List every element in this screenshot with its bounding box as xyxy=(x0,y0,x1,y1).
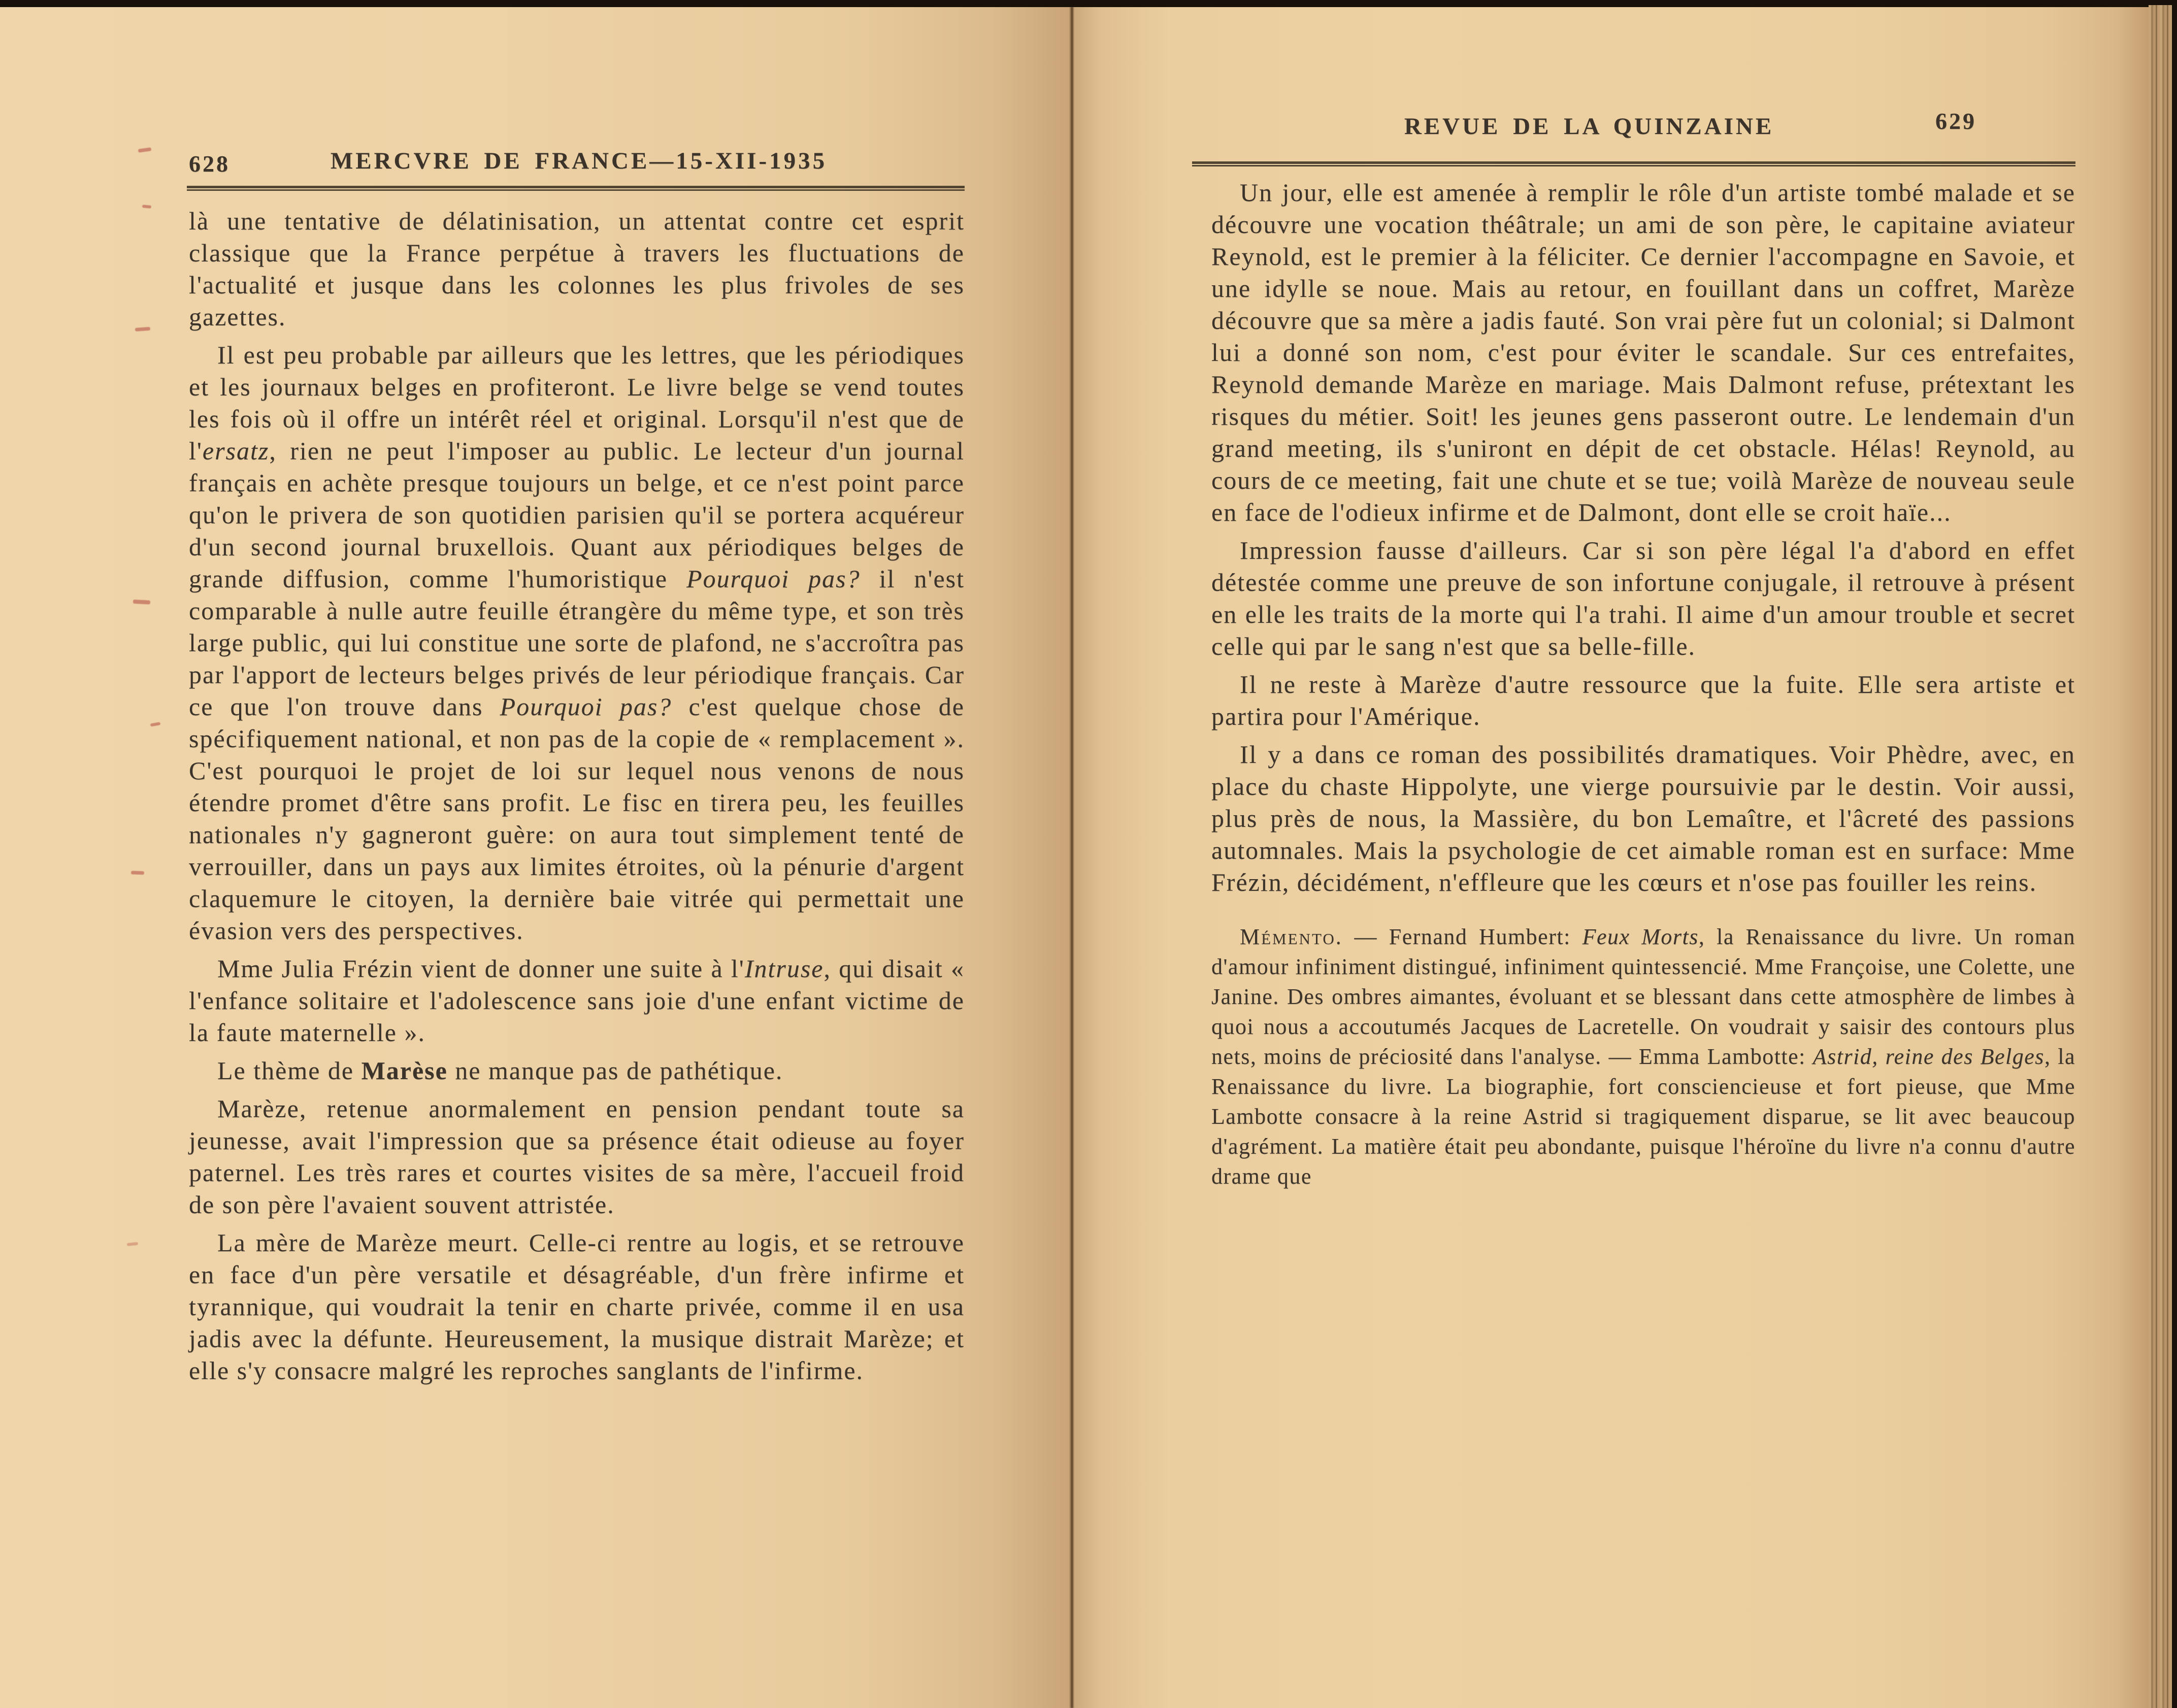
red-margin-mark xyxy=(131,871,144,875)
text-segment: Intruse xyxy=(744,954,824,983)
gutter-shadow xyxy=(1069,7,1074,1708)
paragraph xyxy=(1211,177,2075,528)
text-segment: Il est peu probable par ailleurs que les lettres, que les périodiques et les journaux belges en profiteront. Le livre belge se vend toutes les fois où il offre un intérêt réel et original. Lorsqu'il n'est que de l' xyxy=(189,341,965,465)
page-number-right: 629 xyxy=(1935,108,1976,134)
text-segment: , rien ne peut l'imposer au public. Le lecteur d'un journal français en achète presque toujours un belge, et ce n'est point parce qu'on le privera de son quotidien parisien qu'il se portera acquéreur d'un second journal bruxellois. Quant aux périodiques belges de grande diffusion, comme l'humoristique xyxy=(189,437,965,593)
text-segment: , qui disait « l'enfance solitaire et l'adolescence sans joie d'une enfant victime de la faute maternelle ». xyxy=(189,954,965,1047)
text-segment: Feux Morts xyxy=(1582,924,1699,949)
paragraph xyxy=(1211,668,2075,732)
text-segment: Mémento. xyxy=(1240,924,1343,949)
text-segment: , la Renaissance du livre. La biographie, fort consciencieuse et fort pieuse, que Mme Lambotte consacre à la reine Astrid si tragiquement disparue, se lit avec beaucoup d'agrément. La matière était peu abondante, puisque l'héroïne du livre n'a connu d'autre drame que xyxy=(1211,1044,2075,1189)
text-segment: Pourquoi pas? xyxy=(500,692,672,721)
text-segment: Pourquoi pas? xyxy=(686,564,861,593)
book-cover-edge xyxy=(2172,0,2177,1708)
text-segment: Marèse xyxy=(361,1056,448,1085)
paragraph xyxy=(189,205,965,333)
paragraph xyxy=(189,1055,965,1087)
text-segment: Un jour, elle est amenée à remplir le rôle d'un artiste tombé malade et se découvre une vocation théâtrale; un ami de son père, le capitaine aviateur Reynold, est le premier à la féliciter. Ce dernier l'accompagne en Savoie, et une idylle se noue. Mais au retour, en fouillant dans un coffret, Marèze découvre que sa mère a jadis fauté. Son vrai père fut un colonial; si Dalmont lui a donné son nom, c'est pour éviter le scandale. Sur ces entrefaites, Reynold demande Marèze en mariage. Mais Dalmont refuse, prétextant les risques du métier. Soit! les jeunes gens passeront outre. Le lendemain d'un grand meeting, ils s'uniront en dépit de cet obstacle. Hélas! Reynold, au cours de ce meeting, fait une chute et se tue; voilà Marèze de nouveau seule en face de l'odieux infirme et de Dalmont, dont elle se croit haïe... xyxy=(1211,178,2075,526)
text-segment: Marèze, retenue anormalement en pension pendant toute sa jeunesse, avait l'impression que sa présence était odieuse au foyer paternel. Les très rares et courtes visites de sa mère, l'accueil froid de son père l'avaient souvent attristée. xyxy=(189,1094,965,1219)
text-segment: Le thème de xyxy=(217,1056,361,1085)
paragraph xyxy=(189,1093,965,1221)
text-segment: Il y a dans ce roman des possibilités dramatiques. Voir Phèdre, avec, en place du chaste Hippolyte, une vierge poursuivie par le destin. Voir aussi, plus près de nous, la Massière, du bon Lemaître, et l'âcreté des passions automnales. Mais la psychologie de cet aimable roman est en surface: Mme Frézin, décidément, n'effleure que les cœurs et n'ose pas fouiller les reins. xyxy=(1211,740,2075,896)
text-segment: Mme Julia Frézin vient de donner une suite à l' xyxy=(217,954,745,983)
header-rule-right xyxy=(1192,161,2075,166)
paragraph xyxy=(1211,739,2075,898)
paragraph xyxy=(189,953,965,1049)
text-segment: ne manque pas de pathétique. xyxy=(447,1056,783,1085)
paragraph xyxy=(189,1227,965,1387)
header-rule-left xyxy=(187,186,965,191)
paragraph xyxy=(189,339,965,947)
running-title-right: REVUE DE LA QUINZAINE xyxy=(1404,113,1774,140)
text-segment: ersatz xyxy=(202,437,270,465)
red-margin-mark xyxy=(133,599,150,605)
text-segment: — Fernand Humbert: xyxy=(1342,924,1582,949)
text-column-left xyxy=(189,205,965,1393)
paragraph xyxy=(1211,534,2075,662)
memento-paragraph xyxy=(1211,922,2075,1191)
text-segment: Astrid, reine des Belges xyxy=(1812,1044,2044,1069)
book-top-edge xyxy=(0,0,2177,7)
text-segment: Impression fausse d'ailleurs. Car si son père légal l'a d'abord en effet détestée comme une preuve de son infortune conjugale, il retrouve à présent en elle les traits de la morte qui l'a trahi. Il aime d'un amour trouble et secret celle qui par le sang n'est que sa belle-fille. xyxy=(1211,536,2075,660)
text-segment: Il ne reste à Marèze d'autre ressource que la fuite. Elle sera artiste et partira pour l'Amérique. xyxy=(1211,670,2075,730)
text-segment: c'est quelque chose de spécifiquement national, et non pas de la copie de « remplacement ». C'est pourquoi le projet de loi sur lequel nous venons de nous étendre promet d'être sans profit. Le fisc en tirera peu, les feuilles nationales n'y gagneront guère: on aura tout simplement tenté de verrouiller, dans un pays aux limites étroites, où la pénurie d'argent claquemure le citoyen, la dernière baie vitrée qui permettait une évasion vers des perspectives. xyxy=(189,692,965,945)
text-segment: là une tentative de délatinisation, un attentat contre cet esprit classique que la France perpétue à travers les fluctuations de l'actualité et jusque dans les colonnes les plus frivoles de ses gazettes. xyxy=(189,207,965,331)
running-title-left: MERCVRE DE FRANCE—15-XII-1935 xyxy=(330,148,828,174)
page-edges-stack xyxy=(2149,5,2172,1708)
text-segment: , la Renaissance du livre. Un roman d'amour infiniment distingué, infiniment quintessencié. Mme Françoise, une Colette, une Janine. Des ombres aimantes, évoluant et se blessant dans cette atmosphère de limbes à quoi nous a accoutumés Jacques de Lacretelle. On voudrait y saisir des contours plus nets, moins de préciosité dans l'analyse. — Emma Lambotte: xyxy=(1211,924,2076,1069)
text-segment: La mère de Marèze meurt. Celle-ci rentre au logis, et se retrouve en face d'un père versatile et désagréable, d'un frère infirme et tyrannique, qui voudrait la tenir en charte privée, comme il en usa jadis avec la défunte. Heureusement, la musique distrait Marèze; et elle s'y consacre malgré les reproches sanglants de l'infirme. xyxy=(189,1228,965,1385)
page-number-left: 628 xyxy=(189,151,230,177)
text-column-right xyxy=(1211,177,2075,1197)
text-segment: il n'est comparable à nulle autre feuille étrangère du même type, et son très large public, qui lui constitue une sorte de plafond, ne s'accroîtra pas par l'apport de lecteurs belges privés de leur périodique français. Car ce que l'on trouve dans xyxy=(189,564,965,721)
